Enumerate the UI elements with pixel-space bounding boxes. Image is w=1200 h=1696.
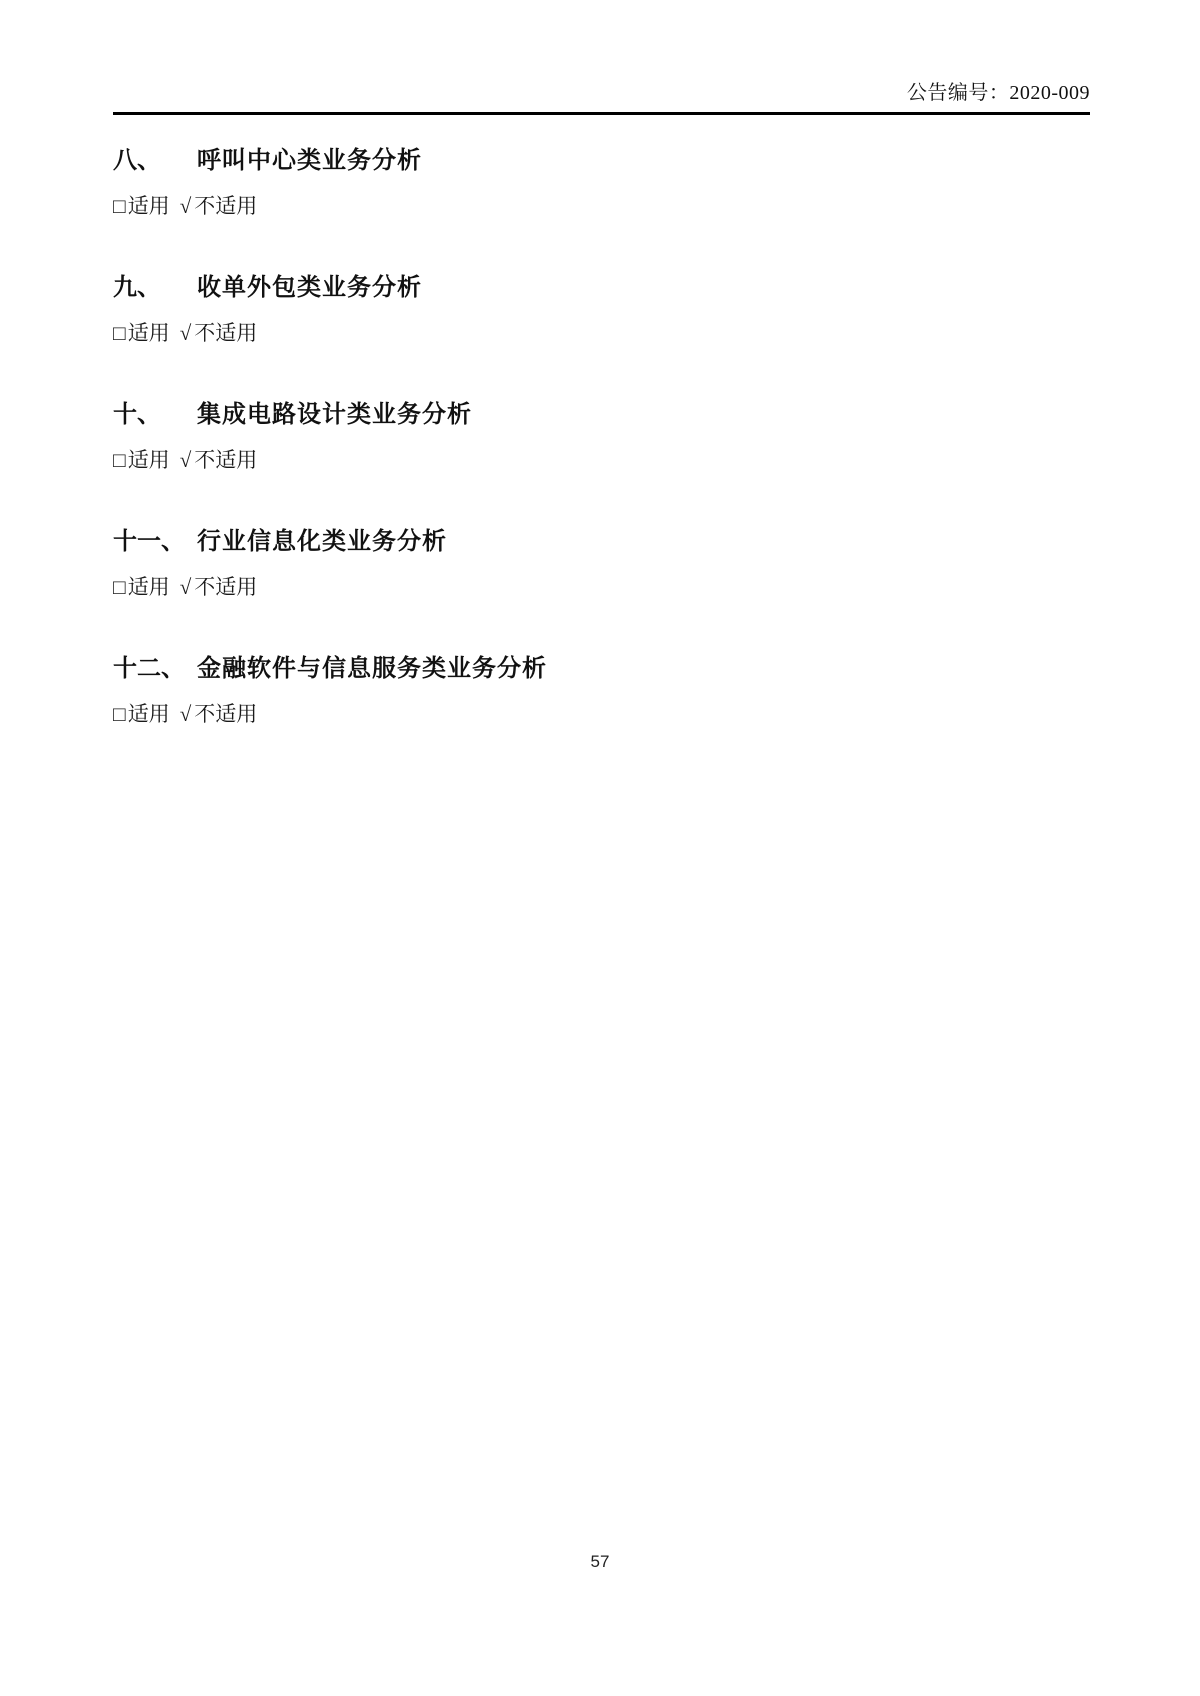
section-number: 十一、 <box>113 528 185 555</box>
applicable-label: 适用 <box>127 194 170 218</box>
section-title: 收单外包类业务分析 <box>197 274 422 301</box>
section-ic-design <box>113 398 1090 473</box>
section-number: 八、 <box>113 147 161 174</box>
checkbox-unchecked-icon: □ <box>113 448 126 472</box>
section-heading <box>113 652 1090 686</box>
section-number: 十二、 <box>113 655 185 682</box>
section-acquiring-outsourcing <box>113 271 1090 346</box>
section-financial-software <box>113 652 1090 727</box>
applicability-line <box>113 447 1090 473</box>
section-heading <box>113 525 1090 559</box>
applicability-line <box>113 320 1090 346</box>
section-heading <box>113 398 1090 432</box>
applicability-line <box>113 193 1090 219</box>
page-number: 57 <box>590 1552 610 1571</box>
checkbox-unchecked-icon: □ <box>113 575 126 599</box>
checkbox-unchecked-icon: □ <box>113 321 126 345</box>
section-industry-informatization <box>113 525 1090 600</box>
header-rule <box>113 112 1090 115</box>
applicable-label: 适用 <box>127 321 170 345</box>
check-mark-icon: √ <box>179 575 192 599</box>
checkbox-unchecked-icon: □ <box>113 194 126 218</box>
section-number: 九、 <box>113 274 161 301</box>
applicability-line <box>113 701 1090 727</box>
applicable-label: 适用 <box>127 702 170 726</box>
section-heading <box>113 144 1090 178</box>
check-mark-icon: √ <box>179 194 192 218</box>
announcement-number: 公告编号：2020-009 <box>906 82 1090 104</box>
page-content <box>0 0 1200 727</box>
section-title: 呼叫中心类业务分析 <box>197 147 422 174</box>
section-heading <box>113 271 1090 305</box>
checkbox-unchecked-icon: □ <box>113 702 126 726</box>
not-applicable-label: 不适用 <box>194 448 258 472</box>
applicable-label: 适用 <box>127 448 170 472</box>
applicability-line <box>113 574 1090 600</box>
not-applicable-label: 不适用 <box>194 321 258 345</box>
section-title: 金融软件与信息服务类业务分析 <box>197 655 547 682</box>
section-call-center <box>113 144 1090 219</box>
document-header <box>113 82 1090 104</box>
not-applicable-label: 不适用 <box>194 575 258 599</box>
section-title: 集成电路设计类业务分析 <box>197 401 472 428</box>
check-mark-icon: √ <box>179 321 192 345</box>
check-mark-icon: √ <box>179 448 192 472</box>
not-applicable-label: 不适用 <box>194 702 258 726</box>
sections-list <box>113 144 1090 727</box>
not-applicable-label: 不适用 <box>194 194 258 218</box>
section-number: 十、 <box>113 401 161 428</box>
section-title: 行业信息化类业务分析 <box>197 528 447 555</box>
check-mark-icon: √ <box>179 702 192 726</box>
applicable-label: 适用 <box>127 575 170 599</box>
